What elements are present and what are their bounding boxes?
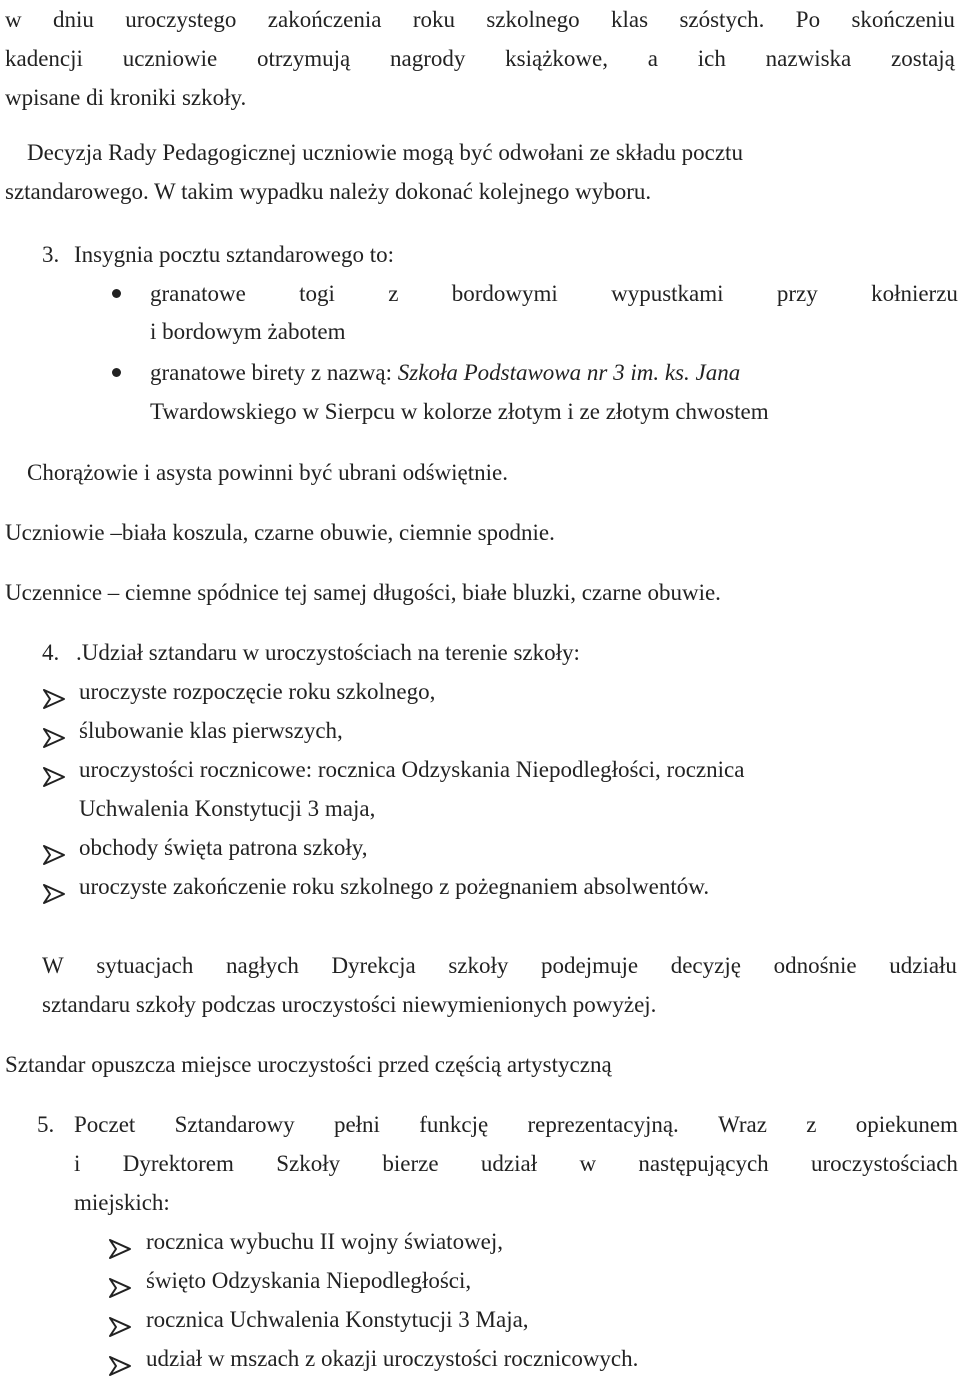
leave-paragraph: Sztandar opuszcza miejsce uroczystości przed częścią artystyczną xyxy=(5,1052,612,1077)
word: uroczystościach xyxy=(811,1151,958,1176)
bullet-2-line-2: Twardowskiego w Sierpcu w kolorze złotym i ze złotym chwostem xyxy=(150,399,769,424)
word: Dyrekcja xyxy=(331,953,416,978)
word: reprezentacyjną. xyxy=(527,1112,679,1137)
word: w xyxy=(579,1151,597,1176)
arrowhead-bullet-icon xyxy=(42,877,66,916)
word: Szkoły xyxy=(276,1151,341,1176)
attire-chorazowie: Chorążowie i asysta powinni być ubrani odświętnie. xyxy=(27,460,508,485)
section-5-number: 5. xyxy=(37,1112,55,1137)
word: wypustkami xyxy=(611,281,724,306)
word: kadencji xyxy=(5,46,83,71)
word: funkcję xyxy=(419,1112,489,1137)
section-3-heading: Insygnia pocztu sztandarowego to: xyxy=(74,242,394,267)
word: Po xyxy=(795,7,821,32)
word: Sztandarowy xyxy=(174,1112,295,1137)
word: granatowe xyxy=(150,281,246,306)
bullet-2-line-1-prefix: granatowe birety z nazwą: xyxy=(150,360,393,385)
word: z xyxy=(806,1112,817,1137)
paragraph-line xyxy=(5,0,955,39)
section-4-item-4: obchody święta patrona szkoły, xyxy=(79,835,368,860)
word: a xyxy=(647,46,658,71)
word: bordowymi xyxy=(451,281,558,306)
word: odnośnie xyxy=(773,953,857,978)
word: otrzymują xyxy=(256,46,351,71)
word: opiekunem xyxy=(855,1112,958,1137)
emergency-line-1-wrap xyxy=(42,946,957,985)
attire-uczennice: Uczennice – ciemne spódnice tej samej długości, białe bluzki, czarne obuwie. xyxy=(5,580,721,605)
section-4-heading: .Udział sztandaru w uroczystościach na terenie szkoły: xyxy=(76,640,580,665)
word: dniu xyxy=(53,7,94,32)
section-4-item-1: uroczyste rozpoczęcie roku szkolnego, xyxy=(79,679,436,704)
section-5-item-2: święto Odzyskania Niepodległości, xyxy=(146,1268,472,1293)
bullet-1-line-1-wrap xyxy=(150,274,958,313)
word: zostają xyxy=(891,46,955,71)
word: uczniowie xyxy=(122,46,218,71)
emergency-line-2: sztandaru szkoły podczas uroczystości niewymienionych powyżej. xyxy=(42,992,657,1017)
arrowhead-bullet-icon xyxy=(42,838,66,877)
word: nagłych xyxy=(226,953,299,978)
section-4-item-2: ślubowanie klas pierwszych, xyxy=(79,718,343,743)
section-5-line-3: miejskich: xyxy=(74,1190,170,1215)
para1-line-3: wpisane di kroniki szkoły. xyxy=(5,85,247,110)
section-4-item-3: uroczystości rocznicowe: rocznica Odzyskania Niepodległości, rocznica xyxy=(79,757,745,782)
word: sytuacjach xyxy=(96,953,194,978)
word: Dyrektorem xyxy=(122,1151,234,1176)
word: ich xyxy=(697,46,726,71)
word: klas xyxy=(611,7,649,32)
section-4-number: 4. xyxy=(42,640,60,665)
word: szkoły xyxy=(448,953,509,978)
bullet-2-line-1 xyxy=(150,353,740,392)
word: togi xyxy=(299,281,335,306)
word: udział xyxy=(480,1151,538,1176)
arrowhead-bullet-icon xyxy=(108,1271,132,1310)
arrowhead-bullet-icon xyxy=(108,1310,132,1349)
word: skończeniu xyxy=(851,7,955,32)
section-5-line-2-wrap xyxy=(74,1144,958,1183)
para2-line-2: sztandarowego. W takim wypadku należy dokonać kolejnego wyboru. xyxy=(5,179,652,204)
word: bierze xyxy=(382,1151,439,1176)
word: z xyxy=(388,281,399,306)
word: decyzję xyxy=(670,953,741,978)
word: podejmuje xyxy=(541,953,639,978)
word: i xyxy=(74,1151,81,1176)
para2-line-1: Decyzja Rady Pedagogicznej uczniowie mogą być odwołani ze składu pocztu xyxy=(27,140,743,165)
word: uroczystego xyxy=(125,7,237,32)
arrowhead-bullet-icon xyxy=(42,721,66,760)
bullet-icon xyxy=(112,289,121,298)
arrowhead-bullet-icon xyxy=(42,682,66,721)
section-5-line-1-wrap xyxy=(74,1105,958,1144)
bullet-icon xyxy=(112,368,121,377)
word: szkolnego xyxy=(486,7,580,32)
word: w xyxy=(5,7,22,32)
word: przy xyxy=(776,281,818,306)
section-4-item-5: uroczyste zakończenie roku szkolnego z pożegnaniem absolwentów. xyxy=(79,874,710,899)
arrowhead-bullet-icon xyxy=(108,1232,132,1271)
word: nagrody xyxy=(390,46,466,71)
word: nazwiska xyxy=(765,46,852,71)
word: Wraz xyxy=(718,1112,767,1137)
section-5-item-1: rocznica wybuchu II wojny światowej, xyxy=(146,1229,504,1254)
section-3-number: 3. xyxy=(42,242,60,267)
word: książkowe, xyxy=(505,46,608,71)
section-5-item-3: rocznica Uchwalenia Konstytucji 3 Maja, xyxy=(146,1307,529,1332)
word: szóstych. xyxy=(679,7,765,32)
section-5-item-4: udział w mszach z okazji uroczystości rocznicowych. xyxy=(146,1346,639,1371)
bullet-2-line-1-school-name: Szkoła Podstawowa nr 3 im. ks. Jana xyxy=(397,360,741,385)
paragraph-line xyxy=(5,39,955,78)
word: następujących xyxy=(638,1151,769,1176)
arrowhead-bullet-icon xyxy=(108,1349,132,1388)
word: udziału xyxy=(889,953,957,978)
word: roku xyxy=(412,7,455,32)
word: Poczet xyxy=(74,1112,136,1137)
attire-uczniowie: Uczniowie –biała koszula, czarne obuwie, ciemnie spodnie. xyxy=(5,520,555,545)
word: kołnierzu xyxy=(871,281,958,306)
section-4-item-3-continuation: Uchwalenia Konstytucji 3 maja, xyxy=(79,796,376,821)
word: pełni xyxy=(333,1112,380,1137)
bullet-1-line-2: i bordowym żabotem xyxy=(150,319,346,344)
word: zakończenia xyxy=(267,7,382,32)
arrowhead-bullet-icon xyxy=(42,760,66,799)
word: W xyxy=(42,953,64,978)
